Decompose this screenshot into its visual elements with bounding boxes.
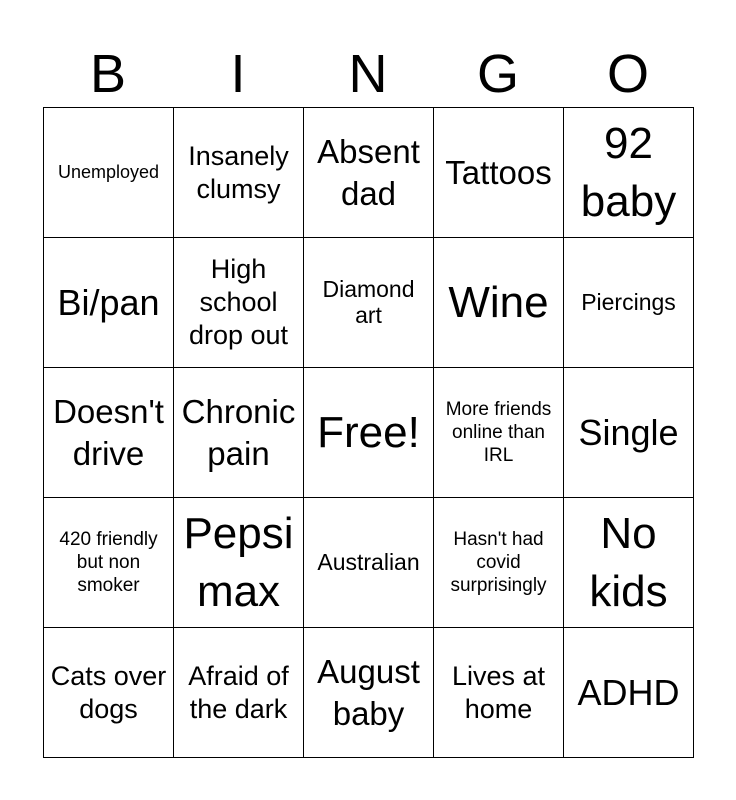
cell-label: Insanely clumsy [188, 140, 289, 204]
bingo-row-5 [44, 628, 694, 758]
free-space-label: Free! [317, 407, 420, 457]
bingo-cell[interactable] [304, 108, 434, 238]
bingo-cell[interactable] [564, 108, 694, 238]
cell-label: Single [578, 412, 679, 453]
bingo-cell[interactable] [174, 108, 304, 238]
bingo-cell[interactable] [304, 498, 434, 628]
bingo-row-4 [44, 498, 694, 628]
bingo-row-1 [44, 108, 694, 238]
header-letter-o: O [606, 44, 649, 104]
bingo-cell[interactable] [44, 498, 174, 628]
cell-label: Tattoos [445, 153, 552, 191]
cell-label: Piercings [581, 288, 676, 315]
bingo-cell[interactable] [44, 238, 174, 368]
cell-label: 420 friendly but non smoker [59, 528, 158, 597]
bingo-cell[interactable] [564, 368, 694, 498]
bingo-cell[interactable] [44, 368, 174, 498]
bingo-cell[interactable] [434, 368, 564, 498]
bingo-cell[interactable] [564, 628, 694, 758]
header-letter-i: I [230, 44, 246, 104]
bingo-grid [43, 107, 694, 758]
bingo-cell[interactable] [304, 628, 434, 758]
bingo-cell[interactable] [434, 238, 564, 368]
bingo-header [43, 40, 693, 108]
header-letter-n: N [348, 44, 388, 104]
cell-label: Doesn't drive [53, 393, 164, 472]
cell-label: Diamond art [322, 275, 415, 328]
free-space-cell[interactable] [304, 368, 434, 498]
bingo-cell[interactable] [174, 628, 304, 758]
cell-label: Absent dad [317, 133, 420, 212]
cell-label: Wine [448, 277, 549, 327]
cell-label: 92 baby [580, 119, 677, 226]
bingo-cell[interactable] [434, 108, 564, 238]
bingo-cell[interactable] [434, 628, 564, 758]
cell-label: Lives at home [451, 660, 546, 724]
cell-label: Pepsi max [183, 509, 294, 616]
cell-label: Unemployed [57, 162, 160, 183]
cell-label: ADHD [577, 672, 680, 713]
cell-label: Bi/pan [57, 282, 160, 323]
bingo-cell[interactable] [174, 498, 304, 628]
cell-label: Chronic pain [181, 393, 296, 472]
header-letter-b: B [89, 44, 127, 104]
bingo-cell[interactable] [174, 238, 304, 368]
cell-label: August baby [317, 653, 420, 732]
header-letter-g: G [476, 44, 519, 104]
cell-label: High school drop out [188, 254, 289, 350]
bingo-cell[interactable] [44, 628, 174, 758]
cell-label: Cats over dogs [50, 660, 167, 724]
cell-label: More friends online than IRL [445, 398, 552, 467]
bingo-row-2 [44, 238, 694, 368]
cell-label: No kids [589, 509, 668, 616]
bingo-cell[interactable] [304, 238, 434, 368]
bingo-cell[interactable] [44, 108, 174, 238]
bingo-cell[interactable] [434, 498, 564, 628]
bingo-cell[interactable] [564, 498, 694, 628]
bingo-cell[interactable] [174, 368, 304, 498]
bingo-cell[interactable] [564, 238, 694, 368]
bingo-row-3 [44, 368, 694, 498]
cell-label: Afraid of the dark [188, 660, 289, 724]
cell-label: Australian [317, 548, 420, 575]
cell-label: Hasn't had covid surprisingly [450, 528, 547, 597]
